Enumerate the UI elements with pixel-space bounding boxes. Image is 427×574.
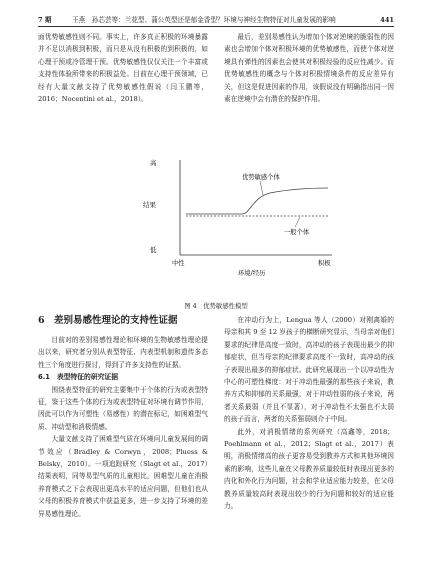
x-right-label: 积极 bbox=[318, 260, 331, 267]
right-column-top bbox=[224, 31, 394, 105]
vantage-sensitive-curve bbox=[186, 188, 328, 214]
subsection-heading: 6.1 表型特征的研究证据 bbox=[38, 373, 119, 382]
issue-number: 7 期 bbox=[38, 16, 52, 24]
vantage-sensitivity-figure bbox=[100, 155, 340, 287]
section-number: 6 bbox=[38, 315, 45, 326]
paragraph: 大量文献支持了困难型气质在环境问儿童发展间的调节效应（Bradley & Corwyn，2008；Pluess & Belsky，2010）。一项追踪研究（Slagt et al.，2017）结果表明，同等易型气质的儿童相比，困难型儿童在消极养育模式之下会表现出更高水平的适应问题，但他们也从父母的积极养育模式中获益更多，进一步支持了环境的差异易感性理论。 bbox=[38, 435, 208, 518]
left-column-bottom bbox=[38, 334, 208, 520]
paragraph: 目前对的差别易感性理论和环境的生物敏感性理论提出以来，研究者分别从表型特征、内表型机制和遗传多态性三个角度进行探讨，得到了许多支持性的证据。 bbox=[38, 336, 208, 369]
page-number: 441 bbox=[380, 16, 394, 24]
paragraph: 面优势敏感性则不同。事实上，许多真正积极的环境暴露并不足以消极到积极，而只是从没有积极的到积极的，如心理干预或冷管理干预。优势敏感性仅仅关注一个丰富或支持性体验所带来的积极益处。目前在心理干预领域，已经有大量文献支持了优势敏感性假说（闫玉鹏等，2016；Nocentini et al.，2018）。 bbox=[38, 33, 208, 104]
right-column-bottom bbox=[224, 314, 394, 513]
leader-line-1 bbox=[260, 181, 263, 195]
y-axis-label: 结果 bbox=[143, 201, 156, 209]
running-header bbox=[38, 14, 394, 27]
section-title: 差别易感性理论的支持性证据 bbox=[54, 315, 178, 326]
section-heading bbox=[38, 314, 208, 328]
x-left-label: 中性 bbox=[172, 260, 185, 267]
paragraph: 围绕表型特征的研究主要集中于个体的行为或表型特征，鉴于这些个体的行为或表型特征对环境有调节作用，因此可以作为可塑性（易感性）的潜在标记，如困难型气质、冲动型和消极情感。 bbox=[38, 385, 208, 431]
y-low-label: 低 bbox=[150, 246, 157, 254]
paragraph: 此外，对消极情绪的系列研究（高鑫等，2018；Poehlmann et al.，2012；Slagt et al.，2017）表明，消极情绪高的孩子更容易受到教养方式和其他环境因素的影响，这些儿童在父母教养质量较低时表现出更多的内化和外化行为问题，社会和学业适应能力较差，在父母教养质量较高时表现出较少的行为问题和较好的适应能力。 bbox=[224, 427, 394, 511]
left-column-top bbox=[38, 31, 208, 105]
paragraph: 最后，差别易感性认为增加个体对逆境的脆弱性的因素也会增加个体对积极环境的优势敏感性，而使个体对逆境具有弹性的因素也会使其对积极经验的反应性减少。而优势敏感性的概念与个体对积极情境条件的反应差异有关，但这是促进因素的作用，该假说没有明确指出同一因素在逆境中会有潜在的保护作用。 bbox=[224, 33, 394, 104]
paragraph: 在冲动行为上，Lengua 等人（2000）对刚离婚的母亲和其 9 至 12 岁孩子的横断研究显示，当母亲对他们要求的纪律是高度一致时，高冲动的孩子表现出最少的抑郁症状，但当母亲的纪律要求高度不一致时，高冲动的孩子表现出最多的抑郁症状。此研究展现出一个以冲动性为中心的可塑性梯度：对于冲动性最强的那些孩子来说，教养方式和抑郁的关系最强，对于冲动性弱的孩子来说，两者关系最弱（并且不显著），对于冲动性不太强也不太弱的孩子而言，两者的关系强弱则介于中间。 bbox=[224, 316, 394, 424]
x-axis-label: 环境/经历 bbox=[238, 270, 266, 277]
curve-label-sensitive: 优势敏感个体 bbox=[242, 174, 280, 181]
curve-label-general: 一般个体 bbox=[284, 229, 310, 236]
leader-line-2 bbox=[295, 217, 300, 227]
y-high-label: 高 bbox=[150, 159, 157, 167]
running-title: 王燕 孙芯芸等：兰花型、蒲公英型还是郁金香型？环境与神经生物特征对儿童发展的影响 bbox=[72, 16, 336, 24]
figure-caption: 图 4 优势敏感性模型 bbox=[184, 302, 248, 310]
